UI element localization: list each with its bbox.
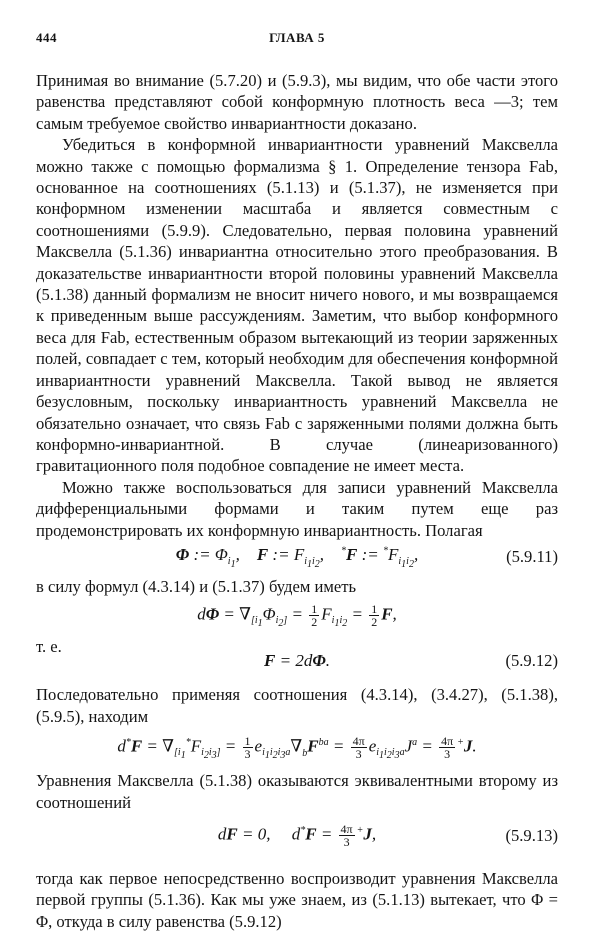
equation-dphi [36, 598, 558, 634]
equation-5-9-11-body: Φ := $\Phi_{i_1}$, F := $F_{i_1i_2}$, *F := $^*F_{i_1i_2}$, [175, 544, 419, 571]
equation-5-9-13 [36, 814, 558, 858]
text-lead-2: т. е. [36, 636, 62, 656]
text-lead-3: Последовательно применяя соотношения (4.3.14), (3.4.27), (5.1.38), (5.9.5), находим [36, 684, 558, 726]
paragraph-3: Можно также воспользоваться для записи уравнений Максвелла дифференциальными формами и таким путем еще раз продемонстрировать их конформную инвариантность. Полагая [36, 477, 558, 540]
equation-5-9-11 [36, 541, 558, 574]
paragraph-2: Убедиться в конформной инвариантности уравнений Максвелла можно также с помощью формализма § 1. Определение тензора Fab, основанное на соотношениях (5.1.13) и (5.1.37), не изменяется при конформном изменении масштаба и является совместным с соотношениями (5.9.9). Следовательно, первая половина уравнений Максвелла (5.1.36) инвариантна относительно этого преобразования. В доказательстве инвариантности второй половины уравнений Максвелла (5.1.38) данный формализм не вносит ничего нового, и мы возвращаемся к приведенным выше рассуждениям. Заметим, что выбор конформного веса для Fab, естественным образом вытекающий из теории заряженных полей, совпадает с тем, который необходим для обеспечения конформной инвариантности уравнений Максвелла. Такой вывод не является безусловным, поскольку инвариантность уравнений Максвелла не обязательно означает, что связь Fab с заряженными полями должна быть конформно-инвариантной. В случае (линеаризованного) гравитационного поля подобное совпадение не имеет места. [36, 135, 558, 476]
text-lead-4: Уравнения Максвелла (5.1.38) оказываются эквивалентными второму из соотношений [36, 770, 558, 812]
text-lead-1: в силу формул (4.3.14) и (5.1.37) будем иметь [36, 576, 357, 596]
book-page [36, 30, 558, 932]
equation-number: (5.9.13) [505, 825, 558, 845]
equation-dstarF [36, 728, 558, 768]
running-title: ГЛАВА 5 [269, 30, 325, 45]
page-number: 444 [36, 30, 57, 45]
equation-dstarF-body: $d^*F = \nabla_{[i_1}^*F_{i_2i_3]}$ = $\frac{1}{3}$ $e_{i_1i_2i_3a}\nabla_bF^{ba}$ = $\frac{4\pi}{3}$ $e_{i_1i_2i_3a}J^a$ = $\frac{4\pi}{3}$ +J. [117, 733, 477, 762]
equation-number: (5.9.12) [505, 650, 558, 670]
equation-number: (5.9.11) [506, 547, 558, 567]
equation-5-9-12 [36, 646, 558, 676]
paragraph-closing: тогда как первое непосредственно воспроизводит уравнения Максвелла первой группы (5.1.36). Как мы уже знаем, из (5.1.13) вытекает, что Φ = Φ, откуда в силу равенства (5.9.12) [36, 868, 558, 931]
paragraph-1: Принимая во внимание (5.7.20) и (5.9.3), мы видим, что обе части этого равенства представляют собой конформную плотность веса —3; тем самым требуемое свойство инвариантности доказано. [36, 71, 558, 133]
equation-5-9-13-body: dF = 0, d*F = $\frac{4\pi}{3}$ +J, [217, 822, 377, 850]
page-header [36, 30, 558, 70]
equation-dphi-body: $d\Phi = \nabla_{[i_1}\Phi_{i_2]}$ = $\frac{1}{2}$ $F_{i_1i_2}$ = $\frac{1}{2}$ F, [197, 601, 397, 630]
equation-5-9-12-body: F = 2dΦ. [264, 650, 330, 670]
